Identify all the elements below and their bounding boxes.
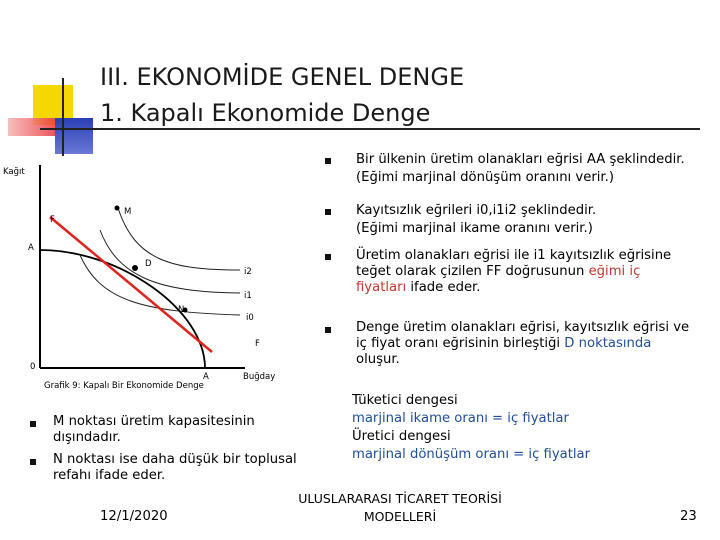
- consumer-equilibrium-title: Tüketici dengesi: [352, 393, 458, 408]
- slide-title-line1: III. EKONOMİDE GENEL DENGE: [100, 63, 465, 91]
- y-axis-label: Kağıt: [3, 167, 25, 177]
- bullet-marker: [325, 209, 331, 215]
- left-bullet-2-line2: refahı ifade eder.: [53, 468, 166, 483]
- right-bullet-3-line3-red: fiyatları: [356, 280, 407, 295]
- producer-equilibrium-equation: marjinal dönüşüm oranı = iç fiyatlar: [352, 447, 591, 462]
- label-i1: i1: [244, 291, 252, 301]
- graph-caption: Grafik 9: Kapalı Bir Ekonomide Denge: [44, 381, 204, 391]
- producer-equilibrium-title: Üretici dengesi: [352, 429, 451, 444]
- right-bullet-1-sub: (Eğimi marjinal dönüşüm oranını verir.): [356, 170, 614, 185]
- indifference-curve-i2: [118, 208, 240, 270]
- label-n: N: [178, 305, 185, 315]
- right-bullet-3-line3: [356, 280, 716, 296]
- decor-vertical-line: [62, 78, 64, 156]
- right-bullet-3-line2: [356, 264, 716, 280]
- right-bullet-3-line3-plain: ifade eder.: [406, 280, 481, 295]
- decor-horizontal-line: [40, 128, 700, 130]
- right-bullet-2: [356, 203, 716, 237]
- label-f-top: F: [50, 215, 55, 225]
- left-bullet-2: [53, 452, 328, 484]
- right-bullet-3-line1: Üretim olanakları eğrisi ile i1 kayıtsızlık eğrisine: [356, 248, 672, 263]
- footer-center-line2: MODELLERİ: [363, 509, 437, 524]
- left-bullet-1-line1: M noktası üretim kapasitesinin: [53, 414, 255, 429]
- footer-center-line1: ULUSLARARASI TİCARET TEORİSİ: [298, 491, 502, 506]
- slide-title-line2: 1. Kapalı Ekonomide Denge: [100, 99, 431, 127]
- price-line-ff: [50, 217, 212, 352]
- left-bullet-1: [53, 414, 323, 446]
- right-bullet-3-line2-plain: teğet olarak çizilen FF doğrusunun: [356, 264, 589, 279]
- decor-blue-block: [55, 118, 93, 154]
- indifference-curve-i1: [100, 230, 240, 293]
- label-a-bottom: A: [203, 372, 209, 382]
- consumer-equilibrium-equation: marjinal ikame oranı = iç fiyatlar: [352, 411, 569, 426]
- bullet-marker: [30, 421, 36, 427]
- right-bullet-4-line2-blue: D noktasında: [564, 336, 652, 351]
- right-bullet-1-main: Bir ülkenin üretim olanakları eğrisi AA şeklindedir.: [356, 152, 685, 167]
- point-d: [132, 265, 138, 271]
- right-bullet-3-line2-red: eğimi iç: [588, 264, 641, 279]
- origin-label: 0: [30, 362, 36, 372]
- left-bullet-1-line2: dışındadır.: [53, 430, 121, 445]
- right-bullet-3: [356, 248, 716, 296]
- x-axis-label: Buğday: [243, 372, 276, 382]
- label-i0: i0: [246, 313, 254, 323]
- footer-date: 12/1/2020: [100, 509, 168, 524]
- label-i2: i2: [244, 267, 252, 277]
- right-bullet-4-line2-plain: iç fiyat oranı eğrisinin birleştiği: [356, 336, 565, 351]
- label-a-top: A: [28, 243, 34, 253]
- label-f-bottom: F: [255, 339, 260, 349]
- right-bullet-2-main: Kayıtsızlık eğrileri i0,i1i2 şeklindedir.: [356, 203, 597, 218]
- left-bullet-2-line1: N noktası ise daha düşük bir toplusal: [53, 452, 297, 467]
- right-bullet-4-line1: Denge üretim olanakları eğrisi, kayıtsızlık eğrisi ve: [356, 320, 690, 335]
- bullet-marker: [30, 459, 36, 465]
- label-d: D: [145, 259, 152, 269]
- right-bullet-2-sub: (Eğimi marjinal ikame oranını verir.): [356, 221, 593, 236]
- footer-center: [290, 491, 510, 525]
- point-m: [115, 206, 120, 211]
- page-number: 23: [680, 509, 697, 524]
- right-bullet-1: [356, 152, 716, 186]
- equilibrium-graph: [0, 150, 340, 400]
- bullet-marker: [325, 158, 331, 164]
- equilibrium-block: [352, 393, 652, 463]
- bullet-marker: [325, 327, 331, 333]
- label-m: M: [124, 207, 132, 217]
- right-bullet-4-line3: oluşur.: [356, 352, 400, 367]
- bullet-marker: [325, 254, 331, 260]
- indifference-curve-i0: [80, 255, 240, 315]
- right-bullet-4: [356, 320, 718, 368]
- right-bullet-4-line2: [356, 336, 718, 352]
